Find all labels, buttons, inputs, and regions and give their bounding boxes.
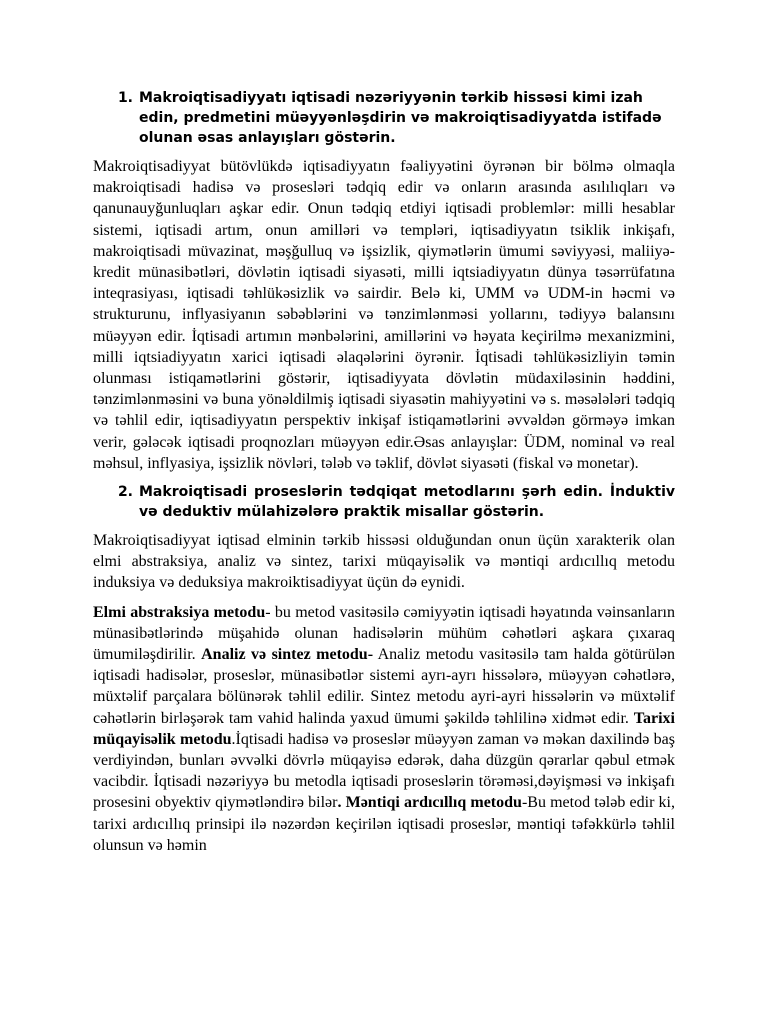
methods-paragraph [93,602,675,856]
question-2-number: 2. [117,484,133,501]
document-content [93,88,675,864]
analysis-synthesis-term: Analiz və sintez metodu- [201,646,374,664]
historical-comparison-text: .İqtisadi hadisə və proseslər müəyyən zaman və məkan daxilində baş verdiyindən, bunları əvvəlki dövrlə müqayisə edərək, daha düzgün qərarlar qəbul etmək vacibdir. İqtisadi nəzəriyyə bu metodla iqtisadi proseslərin törəməsi,dəyişməsi və inkişafı prosesini obyektiv qiymətləndirə bilər [93,730,675,812]
analysis-synthesis-text: Analiz metodu vasitəsilə tam halda götürülən iqtisadi hadisələr, proseslər, münasibətlər sistemi ayrı-ayrı hissələrə, müəyyən cəhətlərə, müxtəlif parçalara bölünərək təhlil edilir. Sintez metodu ayri-ayri hissələrin və müxtəlif cəhətlərin birləşərək tam vahid halinda yaxud ümumi şəkildə təhlilinə xidmət edir. [93,646,675,727]
question-1-number: 1. [117,90,133,106]
answer-2-intro-paragraph: Makroiqtisadiyyat iqtisad elminin tərkib hissəsi olduğundan onun üçün xarakterik olan elmi abstraksiya, analiz və sintez, tarixi müqayisəlik və məntiqi ardıcıllıq metodu induksiya və deduksiya makroiktisadiyyat üçün də eynidi. [93,532,675,592]
question-2-text: Makroiqtisadi proseslərin tədqiqat metodlarını şərh edin. İnduktiv və deduktiv mülahizələrə praktik misallar göstərin. [139,484,675,521]
historical-comparison-term: Tarixi müqayisəlik metodu [93,709,675,748]
logical-sequence-term: . Məntiqi ardıcıllıq metodu [337,794,522,812]
abstraction-method-term: Elmi abstraksiya metodu [93,603,266,621]
question-1-text: Makroiqtisadiyyatı iqtisadi nəzəriyyənin tərkib hissəsi kimi izah edin, predmetini müəyyənləşdirin və makroiqtisadiyyatda istifadə olunan əsas anlayışları göstərin. [139,90,662,146]
logical-sequence-text: -Bu metod tələb edir ki, tarixi ardıcıllıq prinsipi ilə nəzərdən keçirilən iqtisadi proseslər, məntiqi təfəkkürlə təhlil olunsun və həmin [93,794,675,854]
question-1 [93,88,675,148]
abstraction-method-text: - bu metod vasitəsilə cəmiyyətin iqtisadi həyatında vəinsanların münasibətlərində müşahidə olunan hadisələrin mühüm cəhətləri aşkara çıxaraq ümumiləşdirilir. [93,603,675,664]
answer-1-paragraph: Makroiqtisadiyyat bütövlükdə iqtisadiyyatın fəaliyyətini öyrənən bir bölmə olmaqla makroiqtisadi hadisə və prosesləri tədqiq edir və onların arasında asılılıqları və qanunauyğunluqları aşkar edir. Onun tədqiq etdiyi iqtisadi problemlər: milli hesablar sistemi, iqtisadi artım, onun amilləri və templəri, iqtisadiyyatın tsiklik inkişafı, makroiqtisadi müvazinat, məşğulluq və işsizlik, qiymətlərin ümumi səviyyəsi, maliiyə-kredit münasibətləri, dövlətin iqtisadi siyasəti, milli iqtsiadiyyatın dünya təsərrüfatına inteqrasiyası, iqtisadi təhlükəsizlik və sairdir. Belə ki, UMM və UDM-in həcmi və strukturunu, inflyasiyanın səbəblərini və tənzimlənməsi yollarını, tədiyyə balansını müəyyən edir. İqtisadi artımın mənbələrini, amillərini və həyata keçirilmə mexanizmini, milli iqtsiadiyyatın xarici iqtisadi əlaqələrini öyrənir. İqtisadi təhlükəsizliyin təmin olunması istiqamətlərini göstərir, iqtisadiyyata dövlətin müdaxiləsinin həddini, tənzimlənməsini və buna yönəldilmiş iqtisadi siyasətin mahiyyətini və s. məsələləri tədqiq və təhlil edir, iqtisadiyyatın perspektiv inkişaf istiqamətlərini əvvəldən görməyə imkan verir, gələcək iqtisadi proqnozları müəyyən edir.Əsas anlayışlar: ÜDM, nominal və real məhsul, inflyasiya, işsizlik növləri, tələb və təklif, dövlət siyasəti (fiskal və monetar). [93,158,675,472]
question-2 [93,482,675,522]
